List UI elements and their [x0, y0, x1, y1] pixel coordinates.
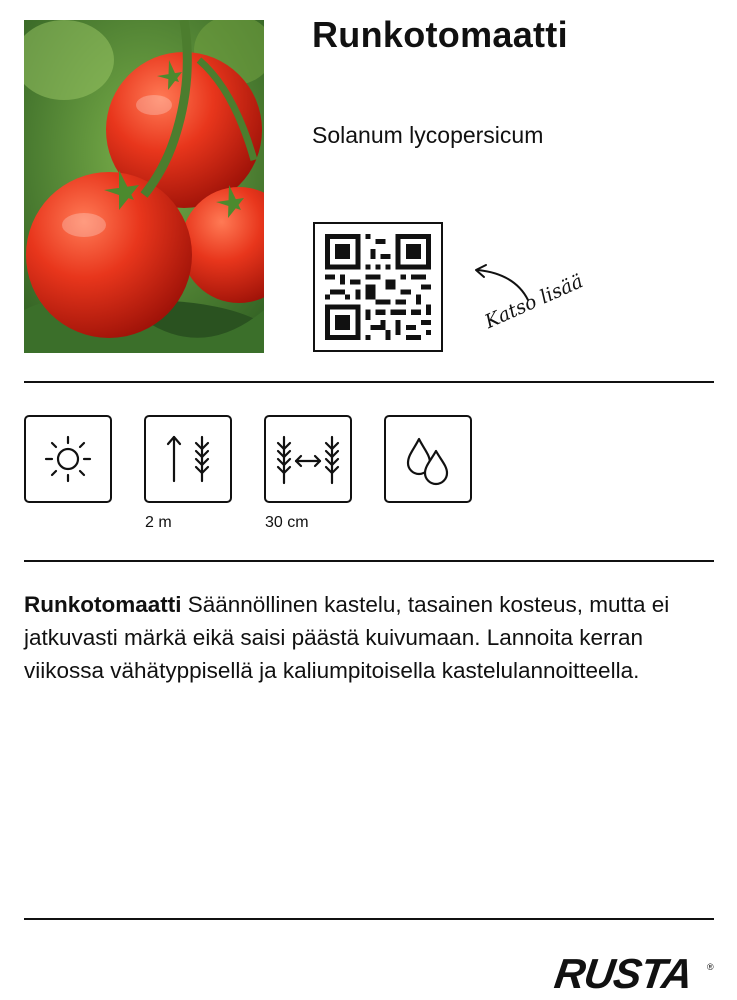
qr-caption: Katso lisää [481, 270, 587, 334]
registered-mark: ® [707, 962, 714, 972]
description-lead: Runkotomaatti [24, 592, 182, 617]
plant-spacing-icon [264, 415, 352, 503]
latin-name: Solanum lycopersicum [312, 122, 544, 148]
sun-icon [24, 415, 112, 503]
height-caption: 2 m [145, 514, 172, 531]
spacing-caption: 30 cm [265, 514, 309, 531]
divider-bottom [24, 918, 714, 920]
divider-top [24, 381, 714, 383]
plant-height-icon [144, 415, 232, 503]
rusta-logo: RUSTA [551, 950, 695, 997]
divider-middle [24, 560, 714, 562]
care-description [24, 588, 714, 687]
product-title: Runkotomaatti [312, 14, 568, 55]
description-text: Säännöllinen kastelu, tasainen kosteus, mutta ei jatkuvasti märkä eikä saisi päästä kuivumaan. Lannoita kerran viikossa vähätyppisellä ja kaliumpitoisella kastelulannoitteella. [24, 592, 670, 683]
qr-code[interactable] [313, 222, 443, 352]
water-drops-icon [384, 415, 472, 503]
tomato-photo [24, 20, 264, 353]
